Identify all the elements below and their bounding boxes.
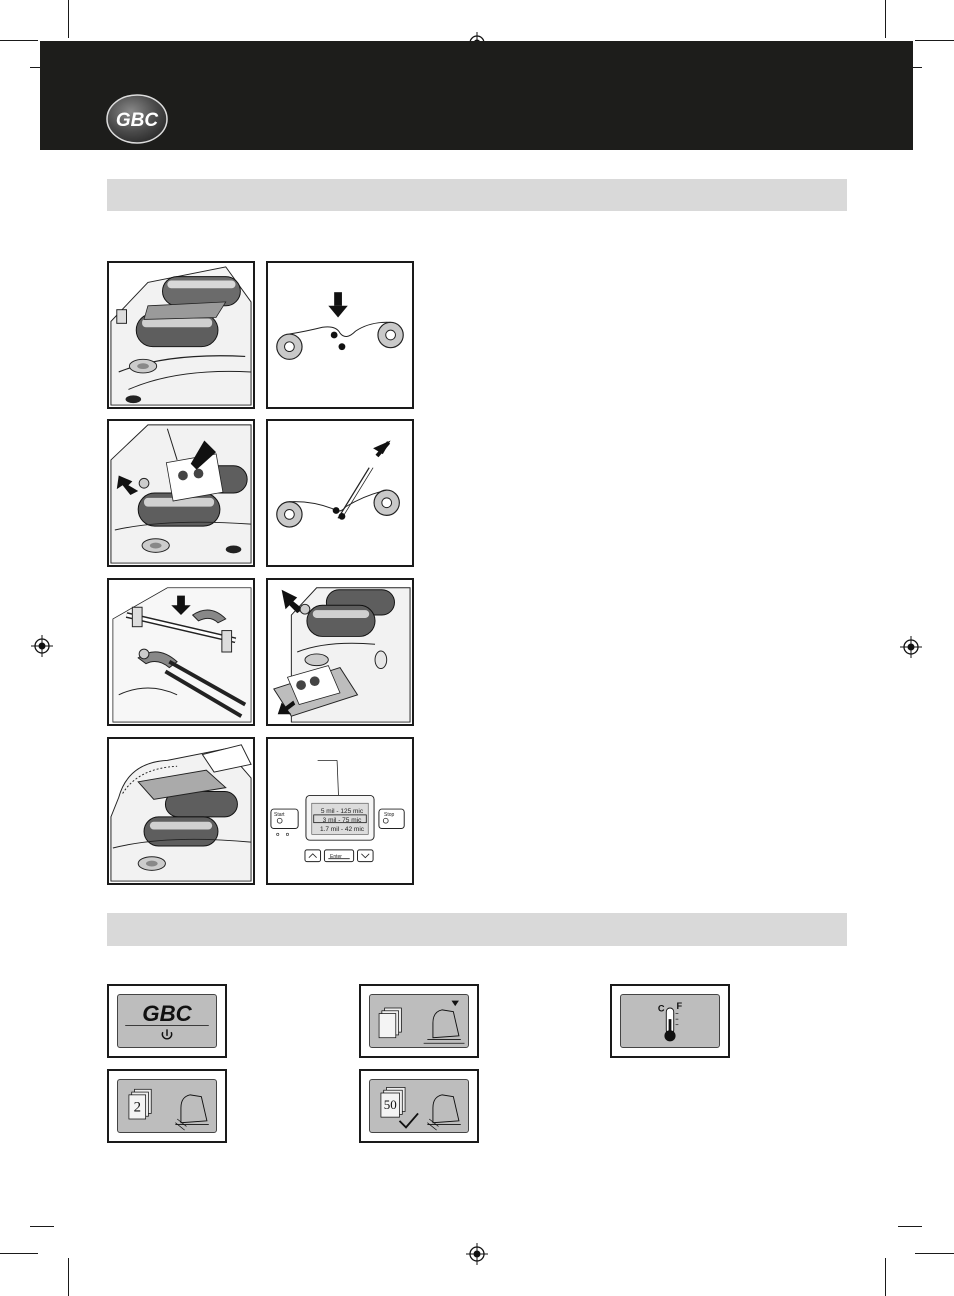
stop-button-label: Stop (384, 812, 395, 818)
thermometer-icon (621, 995, 719, 1047)
crop-mark (885, 1258, 886, 1296)
film-insert-illustration (107, 419, 255, 567)
roller-bar-illustration (107, 578, 255, 726)
count-value: 50 (383, 1096, 397, 1112)
celsius-label: C (657, 1003, 665, 1014)
feed-tray-illustration (266, 578, 414, 726)
crop-mark (0, 1253, 38, 1254)
crop-mark (915, 40, 954, 41)
film-path-threading-diagram (266, 419, 414, 567)
header-band (40, 41, 913, 150)
lcd-line-3: 1.7 mil - 42 mic (319, 826, 365, 833)
checkmark-icon (400, 1113, 419, 1127)
fahrenheit-label: F (676, 1000, 683, 1011)
registration-target-icon (900, 636, 922, 658)
section-header-bar (107, 179, 847, 211)
ready-pouch-display (359, 984, 479, 1058)
arrow-down-icon (452, 1001, 459, 1007)
section-header-bar (107, 913, 847, 946)
lcd-line-1: 5 mil - 125 mic (320, 808, 364, 815)
crop-mark (68, 1258, 69, 1296)
svg-text:GBC: GBC (115, 110, 159, 131)
count-value: 2 (133, 1099, 141, 1116)
registration-target-icon (31, 635, 53, 657)
startup-screen-display (107, 984, 227, 1058)
registration-target-icon (466, 1243, 488, 1265)
enter-button-label: Enter (330, 854, 342, 860)
gbc-logo (106, 94, 168, 144)
lcd-line-2-selected: 3 mil - 75 mic (322, 817, 362, 824)
power-icon (162, 1029, 171, 1038)
control-panel-illustration (266, 737, 414, 885)
crop-mark (30, 1226, 54, 1227)
crop-mark (0, 40, 38, 41)
crop-mark (898, 1226, 922, 1227)
pouch-count-done-display (359, 1069, 479, 1143)
machine-lid-closed-illustration (107, 737, 255, 885)
crop-mark (885, 0, 886, 38)
temperature-display (610, 984, 730, 1058)
gbc-wordmark: GBC (142, 1001, 192, 1026)
machine-rolls-illustration (107, 261, 255, 409)
film-path-diagram (266, 261, 414, 409)
crop-mark (915, 1253, 954, 1254)
pouch-count-display (107, 1069, 227, 1143)
start-button-label: Start (274, 812, 285, 818)
crop-mark (68, 0, 69, 38)
